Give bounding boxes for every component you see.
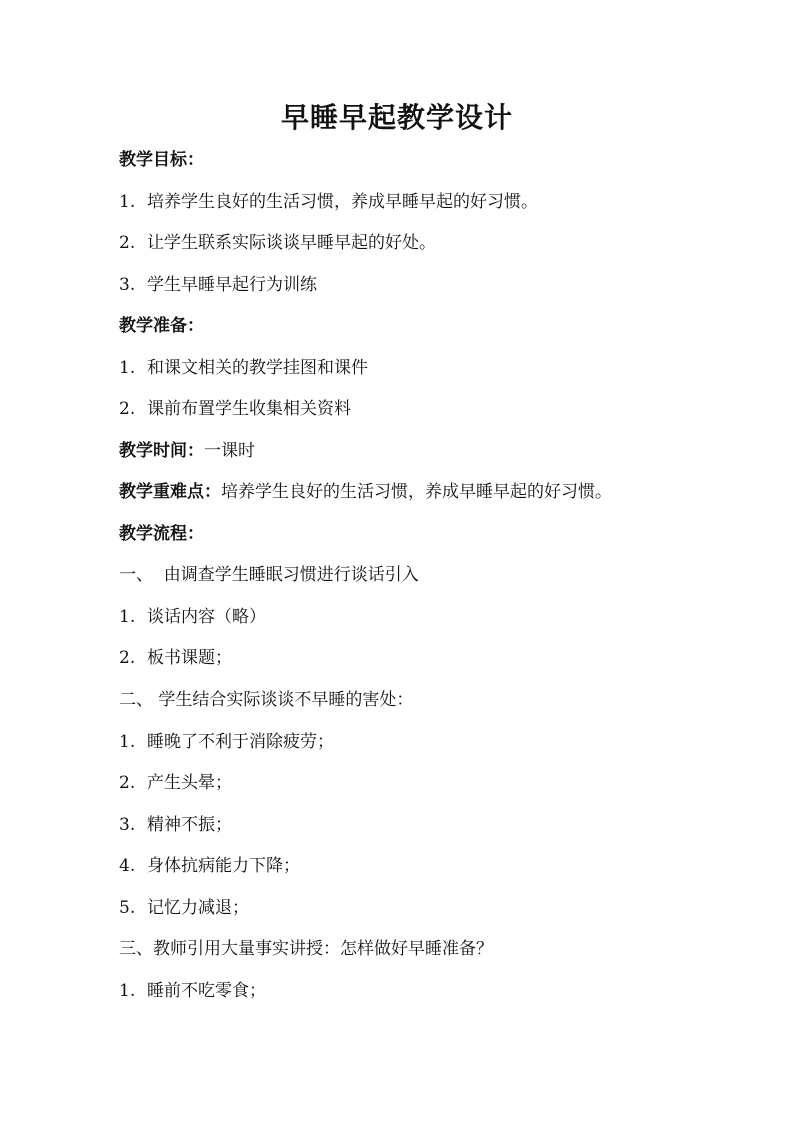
time-label: 教学时间： [119,441,204,461]
time-row [119,439,255,463]
section-2-item [119,896,249,920]
item-number: 1. [119,732,136,752]
prep-item [119,356,368,380]
goal-text: 培养学生良好的生活习惯，养成早睡早起的好习惯。 [147,192,538,212]
difficulty-row [119,480,612,504]
item-number: 1. [119,981,136,1001]
section-1-title: 一、 由调查学生睡眠习惯进行谈话引入 [119,565,419,585]
item-number: 3. [119,815,136,835]
goal-item [119,190,538,214]
goal-item [119,273,317,297]
goal-number: 2. [119,233,136,253]
prep-number: 1. [119,358,136,378]
flow-heading: 教学流程： [119,524,204,544]
prep-number: 2. [119,399,136,419]
section-2-item [119,854,300,878]
section-3-item [119,979,266,1003]
item-number: 2. [119,773,136,793]
item-text: 谈话内容（略） [147,607,266,627]
goal-item [119,231,436,255]
item-text: 身体抗病能力下降； [147,856,300,876]
prep-item [119,397,351,421]
difficulty-label: 教学重难点： [119,482,221,502]
item-text: 板书课题； [147,648,232,668]
item-number: 4. [119,856,136,876]
item-number: 1. [119,607,136,627]
section-2-item [119,730,334,754]
prep-text: 和课文相关的教学挂图和课件 [147,358,368,378]
prep-text: 课前布置学生收集相关资料 [147,399,351,419]
section-2-item [119,771,232,795]
item-number: 5. [119,898,136,918]
item-text: 睡晚了不利于消除疲劳； [147,732,334,752]
section-3-title: 三、教师引用大量事实讲授：怎样做好早睡准备？ [119,939,493,959]
item-number: 2. [119,648,136,668]
section-2-item [119,813,232,837]
goals-heading: 教学目标： [119,150,204,170]
section-1-item [119,646,232,670]
goal-text: 让学生联系实际谈谈早睡早起的好处。 [147,233,436,253]
document-title: 早睡早起教学设计 [280,101,513,134]
difficulty-value: 培养学生良好的生活习惯，养成早睡早起的好习惯。 [221,482,612,502]
goal-text: 学生早睡早起行为训练 [147,275,317,295]
prep-heading: 教学准备： [119,316,204,336]
item-text: 睡前不吃零食； [147,981,266,1001]
item-text: 精神不振； [147,815,232,835]
item-text: 记忆力减退； [147,898,249,918]
goal-number: 3. [119,275,136,295]
goal-number: 1. [119,192,136,212]
section-2-title: 二、 学生结合实际谈谈不早睡的害处： [119,690,414,710]
item-text: 产生头晕； [147,773,232,793]
time-value: 一课时 [204,441,255,461]
section-1-item [119,605,266,629]
